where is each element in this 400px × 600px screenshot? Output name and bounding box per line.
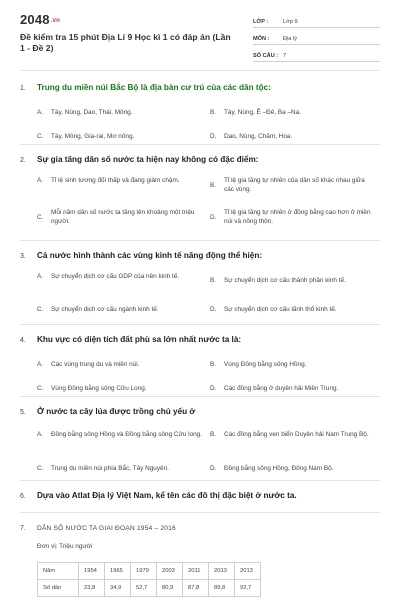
option-letter: B.	[210, 109, 217, 116]
option-text: Vùng Đồng bằng sông Cửu Long.	[51, 385, 147, 392]
question-header	[20, 490, 380, 502]
question-header	[20, 82, 380, 94]
table-cell: Năm	[38, 563, 79, 580]
option-letter: C.	[37, 213, 44, 221]
option-d[interactable]	[210, 208, 375, 226]
table-cell: 23,8	[79, 580, 105, 597]
divider	[20, 512, 380, 513]
question-number: 3.	[20, 253, 26, 260]
question-header	[20, 334, 380, 346]
option-letter: C.	[37, 465, 44, 472]
divider	[20, 480, 380, 481]
option-letter: A.	[37, 361, 44, 368]
question-text: Ở nước ta cây lúa được trồng chủ yếu ở	[37, 407, 196, 416]
option-letter: D.	[210, 465, 217, 472]
question-1	[20, 82, 380, 140]
option-b[interactable]	[210, 108, 380, 117]
option-d[interactable]	[210, 464, 380, 473]
table-cell: 2003	[157, 563, 183, 580]
question-5	[20, 406, 380, 472]
question-text: Dựa vào Atlat Địa lý Việt Nam, kể tên các đô thị đặc biệt ở nước ta.	[37, 491, 297, 500]
option-text: Vùng Đồng bằng sông Hồng.	[224, 361, 307, 368]
option-letter: C.	[37, 306, 44, 313]
logo-suffix: .vn	[50, 18, 61, 24]
option-c[interactable]	[37, 208, 202, 226]
option-c[interactable]	[37, 384, 207, 393]
option-letter: B.	[210, 361, 217, 368]
table-cell: 1979	[131, 563, 157, 580]
option-text: Tỉ lệ sinh tương đối thấp và đang giảm chậm.	[51, 177, 180, 184]
divider	[20, 70, 380, 71]
option-text: Các vùng trung du và miền núi.	[51, 361, 140, 368]
question-number: 6.	[20, 493, 26, 500]
option-a[interactable]	[37, 360, 207, 369]
option-letter: A.	[37, 273, 44, 280]
exam-header	[0, 0, 400, 66]
option-letter: C.	[37, 133, 44, 140]
question-text: Sự gia tăng dân số nước ta hiện nay không có đặc điểm:	[37, 155, 259, 164]
option-text: Dao, Nùng, Chăm, Hoa.	[224, 133, 293, 140]
exam-meta	[253, 12, 380, 63]
question-header	[20, 154, 380, 166]
table-cell: 87,8	[183, 580, 209, 597]
option-letter: D.	[210, 213, 217, 221]
table-cell: 1965	[105, 563, 131, 580]
option-a[interactable]	[37, 430, 205, 439]
divider	[20, 324, 380, 325]
table-cell: Số dân	[38, 580, 79, 597]
question-number: 5.	[20, 409, 26, 416]
option-d[interactable]	[210, 305, 380, 314]
divider	[20, 240, 380, 241]
table-cell: 34,9	[105, 580, 131, 597]
meta-value: 7	[283, 53, 287, 59]
option-text: Tày, Nùng, Dao, Thái, Mông.	[51, 109, 133, 116]
option-b[interactable]	[210, 430, 375, 439]
option-text: Trung du miền núi phía Bắc, Tây Nguyên.	[51, 465, 169, 472]
option-text: Tày, Mông, Gia-rai, Mơ nông.	[51, 133, 135, 140]
option-text: Đồng bằng sông Hồng và Đồng bằng sông Cửu long.	[51, 431, 203, 438]
table-cell: 2013	[209, 563, 235, 580]
option-letter: C.	[37, 385, 44, 392]
meta-row-class	[253, 12, 380, 28]
population-table	[37, 562, 261, 597]
question-number: 2.	[20, 157, 26, 164]
option-text: Tỉ lệ gia tăng tự nhiên ở đồng bằng cao hơn ở miền núi và nông thôn.	[224, 209, 371, 225]
table-cell: 2013	[235, 563, 261, 580]
option-c[interactable]	[37, 305, 207, 314]
option-text: Đồng bằng sông Hồng, Đông Nam Bộ.	[224, 465, 334, 472]
question-header	[20, 522, 380, 534]
option-b[interactable]	[210, 360, 380, 369]
table-row	[38, 580, 261, 597]
option-letter: D.	[210, 306, 217, 313]
divider	[20, 144, 380, 145]
question-number: 1.	[20, 85, 26, 92]
question-text: Khu vực có diện tích đất phù sa lớn nhất nước ta là:	[37, 335, 242, 344]
question-header	[20, 406, 380, 418]
option-letter: D.	[210, 133, 217, 140]
site-logo[interactable]	[20, 12, 60, 27]
option-text: Sự chuyển dịch cơ cấu lãnh thổ kinh tế.	[224, 306, 337, 313]
option-a[interactable]	[37, 272, 202, 281]
option-letter: B.	[210, 181, 217, 189]
question-6	[20, 490, 380, 502]
logo-main: 2048	[20, 12, 50, 27]
meta-row-subject	[253, 29, 380, 45]
question-header	[20, 250, 380, 262]
option-a[interactable]	[37, 108, 207, 117]
divider	[20, 396, 380, 397]
option-text: Tỉ lệ gia tăng tự nhiên của dân số khác nhau giữa các vùng.	[224, 177, 365, 193]
option-text: Các đồng bằng ở duyên hải Miền Trung.	[224, 385, 339, 392]
table-unit: Đơn vị: Triệu người	[37, 543, 93, 550]
option-text: Sự chuyển dịch cơ cấu GDP của nền kinh tế.	[51, 273, 180, 280]
question-text: DÂN SỐ NƯỚC TA GIAI ĐOẠN 1954 – 2016	[37, 525, 176, 532]
question-text: Trung du miền núi Bắc Bộ là địa bàn cư trú của các dân tộc:	[37, 83, 271, 92]
option-letter: A.	[37, 431, 44, 438]
meta-label: LỚP :	[253, 19, 269, 25]
option-letter: B.	[210, 431, 217, 438]
table-cell: 1954	[79, 563, 105, 580]
option-c[interactable]	[37, 132, 207, 141]
question-7	[20, 522, 380, 534]
table-row	[38, 563, 261, 580]
option-b[interactable]	[210, 276, 380, 285]
table-cell: 52,7	[131, 580, 157, 597]
option-a[interactable]	[37, 176, 202, 185]
option-letter: A.	[37, 177, 44, 184]
option-d[interactable]	[210, 132, 380, 141]
meta-row-count	[253, 46, 380, 62]
question-number: 4.	[20, 337, 26, 344]
table-cell: 89,8	[209, 580, 235, 597]
question-4	[20, 334, 380, 392]
option-text: Sự chuyển dịch cơ cấu ngành kinh tế.	[51, 306, 159, 313]
option-text: Các đồng bằng ven biển Duyên hải Nam Trung Bộ.	[224, 431, 369, 438]
table-cell: 92,7	[235, 580, 261, 597]
option-text: Sự chuyển dịch cơ cấu thành phần kinh tế.	[224, 277, 346, 284]
meta-value: Lớp 9	[283, 19, 298, 25]
option-d[interactable]	[210, 384, 380, 393]
meta-value: Địa lý	[283, 36, 297, 42]
option-text: Tày, Nùng, Ê –Đê, Ba –Na.	[224, 109, 301, 116]
option-letter: A.	[37, 109, 44, 116]
option-c[interactable]	[37, 464, 207, 473]
question-2	[20, 154, 380, 225]
option-letter: D.	[210, 385, 217, 392]
table-cell: 2011	[183, 563, 209, 580]
option-b[interactable]	[210, 176, 375, 194]
option-letter: B.	[210, 277, 217, 284]
table-cell: 80,9	[157, 580, 183, 597]
option-text: Mỗi năm dân số nước ta tăng lên khoảng một triệu người.	[51, 209, 195, 225]
meta-label: MÔN :	[253, 36, 270, 42]
question-number: 7.	[20, 525, 26, 532]
exam-title: Đề kiểm tra 15 phút Địa Lí 9 Học kì 1 có đáp án (Lần 1 - Đề 2)	[20, 32, 231, 53]
meta-label: SỐ CÂU :	[253, 53, 279, 59]
question-3	[20, 250, 380, 313]
question-text: Cả nước hình thành các vùng kinh tế năng động thể hiện:	[37, 251, 263, 260]
